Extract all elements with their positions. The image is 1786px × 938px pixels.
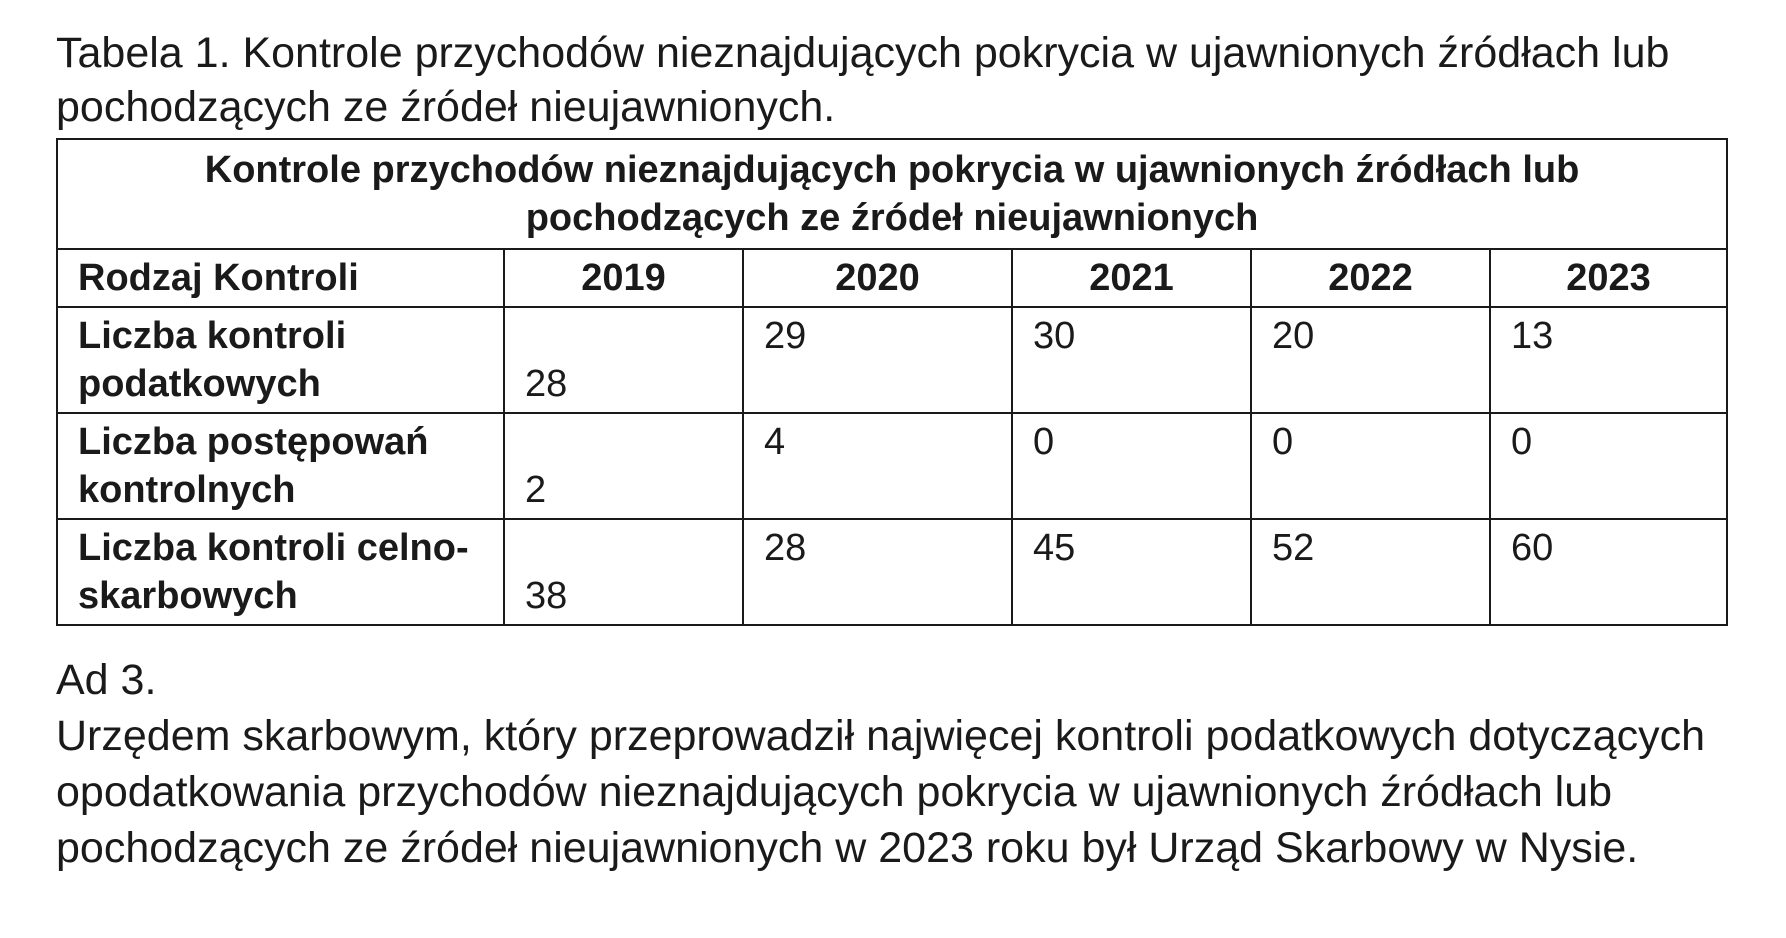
- table-cell: 4: [743, 413, 1012, 519]
- table-cell: 29: [743, 307, 1012, 413]
- table-cell: 28: [504, 307, 743, 413]
- row-label: Liczba kontroli podatkowych: [57, 307, 504, 413]
- table-cell: 28: [743, 519, 1012, 625]
- table-cell: 2: [504, 413, 743, 519]
- table-cell: 20: [1251, 307, 1490, 413]
- table-cell: 0: [1490, 413, 1727, 519]
- table-cell: 45: [1012, 519, 1251, 625]
- table-caption: Tabela 1. Kontrole przychodów nieznajdujących pokrycia w ujawnionych źródłach lub pochodzących ze źródeł nieujawnionych.: [56, 29, 1670, 131]
- table-cell: 52: [1251, 519, 1490, 625]
- table-cell: 60: [1490, 519, 1727, 625]
- table-cell: 13: [1490, 307, 1727, 413]
- table-row: [57, 307, 1727, 413]
- table-cell: 30: [1012, 307, 1251, 413]
- table-cell: 0: [1251, 413, 1490, 519]
- table-cell: 0: [1012, 413, 1251, 519]
- header-year-2021: 2021: [1012, 249, 1251, 307]
- table-row: [57, 413, 1727, 519]
- header-year-2023: 2023: [1490, 249, 1727, 307]
- data-table: [56, 138, 1728, 626]
- table-title-row: [57, 139, 1727, 249]
- answer-section: [56, 652, 1736, 876]
- table-row: [57, 519, 1727, 625]
- row-label: Liczba postępowań kontrolnych: [57, 413, 504, 519]
- table-title: Kontrole przychodów nieznajdujących pokrycia w ujawnionych źródłach lub pochodzących ze źródeł nieujawnionych: [57, 139, 1727, 249]
- header-year-2019: 2019: [504, 249, 743, 307]
- header-year-2022: 2022: [1251, 249, 1490, 307]
- document: [56, 26, 1736, 876]
- table-cell: 38: [504, 519, 743, 625]
- header-label: Rodzaj Kontroli: [57, 249, 504, 307]
- section-heading: Ad 3.: [56, 656, 157, 704]
- header-year-2020: 2020: [743, 249, 1012, 307]
- table-header-row: [57, 249, 1727, 307]
- row-label: Liczba kontroli celno-skarbowych: [57, 519, 504, 625]
- section-body: Urzędem skarbowym, który przeprowadził najwięcej kontroli podatkowych dotyczących opodatkowania przychodów nieznajdujących pokrycia w ujawnionych źródłach lub pochodzących ze źródeł nieujawnionych w 2023 roku był Urząd Skarbowy w Nysie.: [56, 712, 1705, 872]
